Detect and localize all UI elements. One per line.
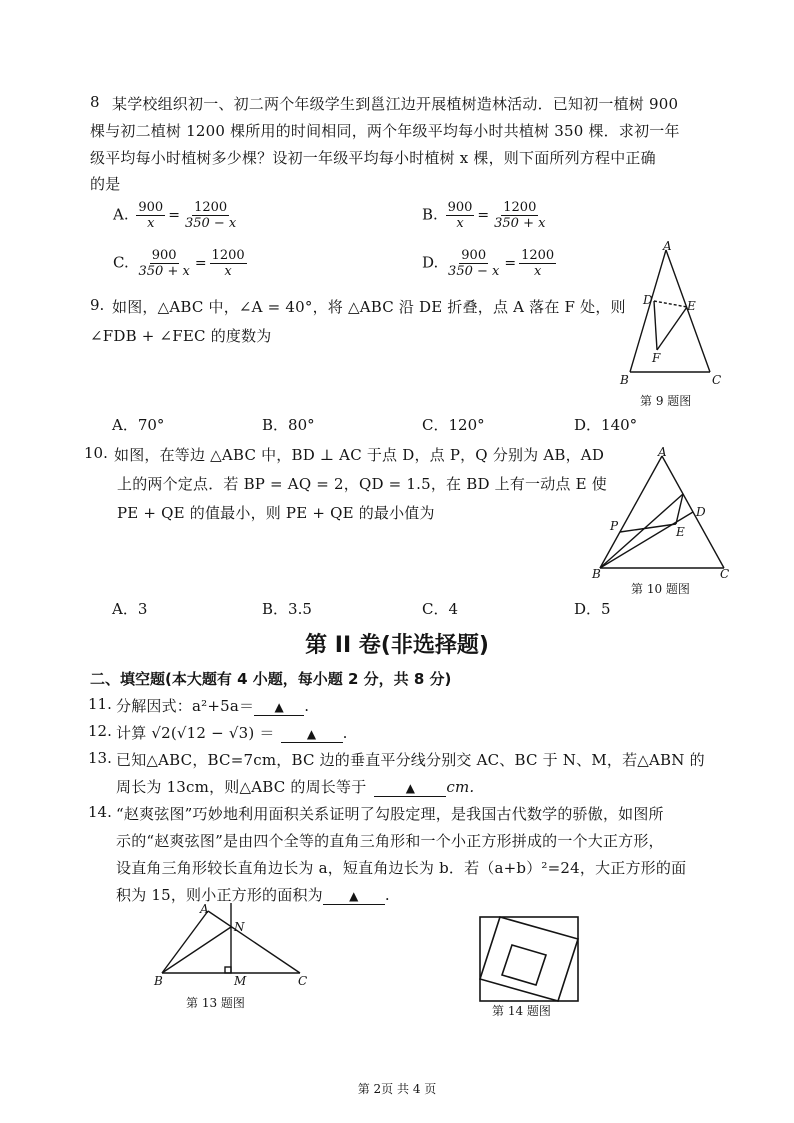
q14-line2: 示的“赵爽弦图”是由四个全等的直角三角形和一个小正方形拼成的一个大正方形， — [116, 832, 664, 850]
q9-label-e: E — [687, 299, 696, 313]
q8-line4: 的是 — [90, 175, 121, 193]
option-label: C. — [113, 253, 129, 272]
q13-side-ab — [162, 911, 208, 973]
q10-number: 10. — [84, 444, 108, 462]
q14-line4 — [116, 884, 390, 905]
option-label: A． — [112, 600, 138, 618]
numerator: 1200 — [503, 200, 537, 215]
q10-figure — [588, 444, 738, 580]
section-heading: 二、填空题(本大题有 4 小题，每小题 2 分，共 8 分) — [90, 670, 452, 688]
q9-line2: ∠FDB + ∠FEC 的度数为 — [90, 327, 272, 345]
triangle-marker-icon: ▲ — [349, 889, 359, 903]
triangle-marker-icon: ▲ — [306, 727, 317, 741]
q10-option-a — [112, 598, 147, 619]
q13-line2 — [116, 776, 474, 797]
q13-text: 周长为 13cm，则△ABC 的周长等于 — [116, 778, 367, 796]
q10-label-e: E — [676, 525, 685, 539]
option-text: 4 — [448, 600, 459, 618]
q14-caption: 第 14 题图 — [492, 1004, 551, 1018]
q11-number: 11. — [88, 695, 112, 713]
q9-option-c — [422, 414, 485, 435]
q10-option-b — [262, 598, 312, 619]
denominator: 350 − x — [448, 264, 500, 279]
q13-label-a: A — [200, 903, 209, 916]
option-text: 140° — [601, 416, 638, 434]
triangle-marker-icon: ▲ — [405, 781, 416, 795]
denominator: x — [456, 216, 464, 231]
denominator: x — [224, 264, 232, 279]
q14-inner-square — [480, 917, 578, 1001]
answer-blank[interactable] — [281, 724, 343, 743]
page-footer: 第 2页 共 4 页 — [357, 1082, 437, 1096]
q9-option-b — [262, 414, 315, 435]
fraction — [137, 248, 192, 279]
q14-line1: “赵爽弦图”巧妙地利用面积关系证明了勾股定理，是我国古代数学的骄傲，如图所 — [116, 805, 664, 823]
q13-end: cm. — [446, 778, 475, 796]
q13-label-c: C — [298, 974, 308, 988]
q8-option-a: A. $\frac{900}{x}$ = $\frac{1200}{350 - x}$ — [113, 200, 237, 231]
q14-end: . — [384, 886, 390, 904]
answer-blank[interactable] — [374, 778, 446, 797]
q9-segment-df — [654, 301, 657, 350]
q13-label-m: M — [234, 974, 247, 988]
denominator: 350 + x — [494, 216, 546, 231]
option-label: C． — [422, 600, 449, 618]
q9-caption: 第 9 题图 — [640, 394, 692, 408]
denominator: x — [147, 216, 155, 231]
section-title: 第 II 卷(非选择题) — [305, 633, 489, 658]
option-label: B． — [262, 416, 289, 434]
q9-number: 9. — [90, 296, 105, 314]
q8-option-c: C. $\frac{900}{350 + x}$ = $\frac{1200}{x}$ — [113, 248, 245, 279]
q14-number: 14. — [88, 803, 112, 821]
q10-line1: 如图，在等边 △ABC 中，BD ⊥ AC 于点 D，点 P，Q 分别为 AB，AD — [114, 446, 605, 464]
q12-number: 12. — [88, 722, 112, 740]
denominator: x — [533, 264, 542, 279]
option-label: B． — [262, 600, 289, 618]
q8-line3: 级平均每小时植树多少棵？设初一年级平均每小时植树 x 棵，则下面所列方程中正确 — [90, 149, 656, 167]
option-text: 5 — [601, 600, 611, 618]
q13-segment-bn — [162, 927, 231, 973]
q11-line — [116, 695, 309, 716]
fraction — [446, 200, 475, 231]
numerator: 1200 — [194, 200, 228, 215]
q8-line2: 棵与初二植树 1200 棵所用的时间相同，两个年级平均每小时共植树 350 棵．求初一年 — [90, 122, 680, 140]
numerator: 900 — [447, 200, 473, 215]
option-label: A． — [112, 416, 138, 434]
option-text: 120° — [448, 416, 485, 434]
q13-label-n: N — [234, 920, 245, 934]
q9-option-a — [112, 414, 164, 435]
triangle-marker-icon: ▲ — [274, 700, 284, 714]
q11-text: 分解因式：a²+5a＝ — [116, 697, 255, 715]
q8-option-b: B. $\frac{900}{x}$ = $\frac{1200}{350 + x}$ — [422, 200, 546, 231]
q9-label-f: F — [652, 351, 661, 365]
denominator: 350 + x — [138, 264, 190, 279]
q10-label-d: D — [696, 505, 706, 519]
q10-option-c — [422, 598, 458, 619]
fraction — [136, 200, 165, 231]
q10-option-d — [574, 598, 611, 619]
q8-line1: 某学校组织初一、初二两个年级学生到邕江边开展植树造林活动．已知初一植树 900 — [112, 95, 679, 113]
q9-line1: 如图，△ABC 中，∠A = 40°，将 △ABC 沿 DE 折叠，点 A 落在 F 处，则 — [112, 298, 626, 316]
q9-segment-ef — [657, 307, 687, 350]
q13-side-ac — [208, 911, 300, 973]
q9-figure — [612, 240, 737, 390]
q9-label-b: B — [620, 373, 629, 387]
answer-blank[interactable] — [323, 886, 385, 905]
q14-line3: 设直角三角形较长直角边长为 a，短直角边长为 b．若（a+b）²=24，大正方形的面 — [116, 859, 687, 877]
numerator: 1200 — [211, 248, 245, 263]
q10-caption: 第 10 题图 — [631, 582, 690, 596]
q13-label-b: B — [154, 974, 163, 988]
q10-line3: PE + QE 的值最小，则 PE + QE 的最小值为 — [117, 504, 435, 522]
q9-label-d: D — [643, 293, 653, 307]
fraction — [183, 200, 238, 231]
q8-number: 8 — [90, 93, 100, 111]
denominator: 350 − x — [184, 216, 237, 231]
q12-line — [116, 722, 348, 743]
q10-label-b: B — [592, 567, 601, 580]
option-label: A. — [113, 205, 129, 224]
q12-end: . — [342, 724, 348, 742]
numerator: 900 — [151, 248, 177, 263]
q13-number: 13. — [88, 749, 112, 767]
option-label: C． — [422, 416, 449, 434]
q13-figure — [150, 903, 320, 993]
q10-label-a: A — [658, 445, 667, 459]
q12-text: 计算 √2(√12 − √3) ＝ — [116, 724, 275, 742]
q13-right-angle-mark — [225, 967, 231, 973]
option-label: D. — [422, 253, 439, 272]
q13-line1: 已知△ABC，BC=7cm，BC 边的垂直平分线分别交 AC、BC 于 N、M，若△ABN 的 — [116, 751, 705, 769]
q14-outer-square — [480, 917, 578, 1001]
numerator: 1200 — [521, 248, 555, 263]
numerator: 900 — [138, 200, 164, 215]
q10-label-c: C — [720, 567, 730, 580]
q10-side-ab — [600, 456, 662, 568]
q9-option-d — [574, 414, 637, 435]
option-label: B. — [422, 205, 438, 224]
fraction — [519, 248, 556, 279]
fraction — [492, 200, 547, 231]
option-text: 3 — [137, 600, 148, 618]
q11-end: . — [304, 697, 310, 715]
q14-figure — [478, 915, 584, 1005]
option-label: D． — [574, 416, 602, 434]
q9-fold-de — [654, 301, 687, 307]
q14-small-square — [502, 945, 546, 985]
q8-option-d: D. $\frac{900}{350 - x}$ = $\frac{1200}{x}$ — [422, 248, 555, 279]
q9-label-a: A — [663, 240, 672, 253]
fraction — [210, 248, 247, 279]
q14-text: 积为 15，则小正方形的面积为 — [116, 886, 323, 904]
answer-blank[interactable] — [254, 697, 304, 716]
q13-caption: 第 13 题图 — [186, 996, 245, 1010]
q9-label-c: C — [712, 373, 722, 387]
numerator: 900 — [461, 248, 487, 263]
q10-label-p: P — [610, 519, 619, 533]
option-label: D． — [574, 600, 602, 618]
option-text: 70° — [137, 416, 165, 434]
option-text: 3.5 — [288, 600, 312, 618]
q10-line2: 上的两个定点．若 BP = AQ = 2，QD = 1.5，在 BD 上有一动点 E 使 — [117, 475, 607, 493]
option-text: 80° — [288, 416, 315, 434]
q9-side-ab — [630, 250, 666, 372]
fraction — [446, 248, 501, 279]
